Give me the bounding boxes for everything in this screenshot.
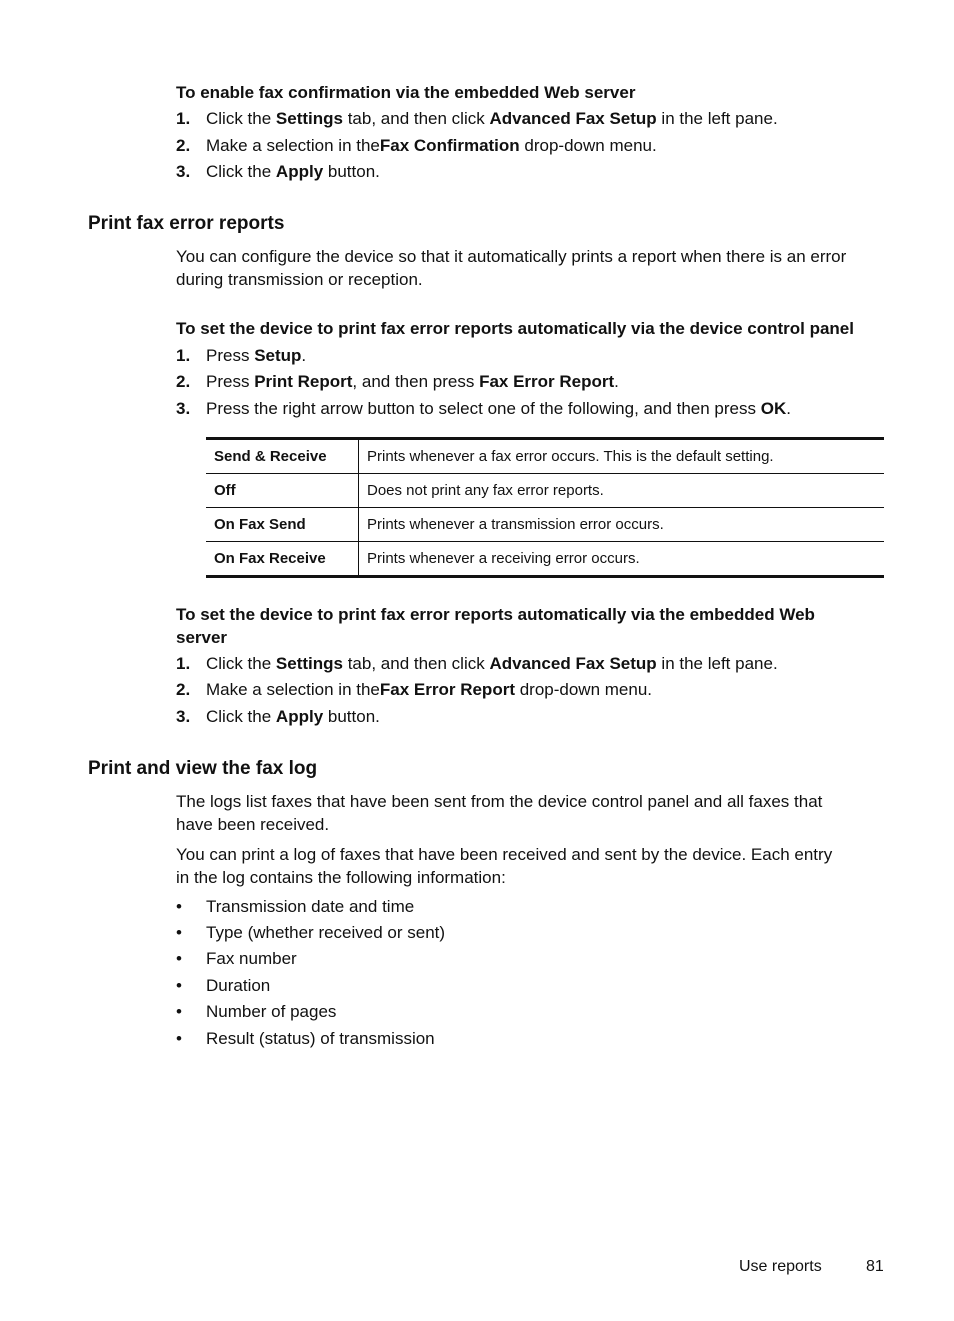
paragraph-line: have been received. [176,815,330,834]
step-text: Click the [206,162,276,181]
step-text: drop-down menu. [514,680,653,699]
step-text: Make a selection in the [206,680,380,699]
step-text: Press [206,346,255,365]
bullet-icon: • [176,897,182,916]
apply-button-label: Apply [275,162,324,181]
advanced-fax-setup-label: Advanced Fax Setup [489,109,657,128]
table-row [206,439,884,474]
table-row [206,542,884,577]
settings-tab-label: Settings [275,109,343,128]
step-text: , and then press [352,372,480,391]
step-text: Make a selection in the [206,136,380,155]
list-item-text: Type (whether received or sent) [206,923,446,942]
list-item-text: Transmission date and time [206,897,415,916]
step-number: 1. [176,654,191,673]
step-text: Click the [206,707,276,726]
bullet-icon: • [176,923,182,942]
step-text: tab, and then click [342,654,490,673]
step-number: 1. [176,346,191,365]
list-item-text: Duration [206,976,271,995]
step-number: 1. [176,109,191,128]
step-text: button. [323,707,380,726]
step-text: in the left pane. [656,654,778,673]
settings-tab-label: Settings [275,654,343,673]
step-text: Click the [206,109,276,128]
step-number: 2. [176,372,191,391]
procedure-title-control-panel: To set the device to print fax error reports automatically via the device control panel [176,319,854,338]
option-name: On Fax Send [206,508,359,542]
step-number: 3. [176,162,191,181]
paragraph-line: The logs list faxes that have been sent from the device control panel and all faxes that [176,792,823,811]
option-name: On Fax Receive [206,542,359,577]
fax-confirmation-label: Fax Confirmation [379,136,520,155]
fax-error-report-label: Fax Error Report [479,372,615,391]
heading-print-and-view-fax-log: Print and view the fax log [88,758,318,779]
bullet-icon: • [176,976,182,995]
bullet-icon: • [176,1002,182,1021]
option-name: Off [206,474,359,508]
step-text: Press [206,372,255,391]
step-text: tab, and then click [342,109,490,128]
paragraph-line: You can print a log of faxes that have been received and sent by the device. Each entry [176,845,833,864]
step-number: 3. [176,399,191,418]
list-item-text: Number of pages [206,1002,337,1021]
footer-section-name: Use reports [739,1258,822,1275]
bullet-icon: • [176,1029,182,1048]
step-text: Click the [206,654,276,673]
step-number: 2. [176,136,191,155]
setup-button-label: Setup [254,346,302,365]
fax-error-report-label: Fax Error Report [379,680,515,699]
print-report-label: Print Report [254,372,353,391]
heading-print-fax-error-reports: Print fax error reports [88,213,285,234]
step-text: . [786,399,791,418]
intro-paragraph-line: You can configure the device so that it automatically prints a report when there is an error [176,247,847,266]
procedure-title-web-server: To set the device to print fax error reports automatically via the embedded Web [176,605,815,624]
ok-button-label: OK [760,399,787,418]
step-text: button. [323,162,380,181]
step-text: drop-down menu. [519,136,657,155]
step-number: 3. [176,707,191,726]
table-row [206,508,884,542]
option-description: Prints whenever a fax error occurs. This is the default setting. [359,439,885,474]
option-description: Does not print any fax error reports. [359,474,885,508]
list-item-text: Fax number [206,949,297,968]
step-number: 2. [176,680,191,699]
table-row [206,474,884,508]
list-item-text: Result (status) of transmission [206,1029,435,1048]
procedure-title-fax-confirmation: To enable fax confirmation via the embedded Web server [176,83,636,102]
apply-button-label: Apply [275,707,324,726]
option-description: Prints whenever a receiving error occurs. [367,550,640,567]
step-text: Press the right arrow button to select one of the following, and then press [206,399,761,418]
step-text: in the left pane. [656,109,778,128]
option-description: Prints whenever a transmission error occurs. [359,508,885,542]
fax-error-report-options-table [206,437,884,578]
advanced-fax-setup-label: Advanced Fax Setup [489,654,657,673]
step-text: . [301,346,307,365]
step-text: . [614,372,619,391]
paragraph-line: in the log contains the following information: [176,868,506,887]
option-name: Send & Receive [206,439,359,474]
procedure-title-web-server-cont: server [176,628,228,647]
bullet-icon: • [176,949,182,968]
intro-paragraph-line: during transmission or reception. [176,270,423,289]
page-number: 81 [866,1258,884,1275]
